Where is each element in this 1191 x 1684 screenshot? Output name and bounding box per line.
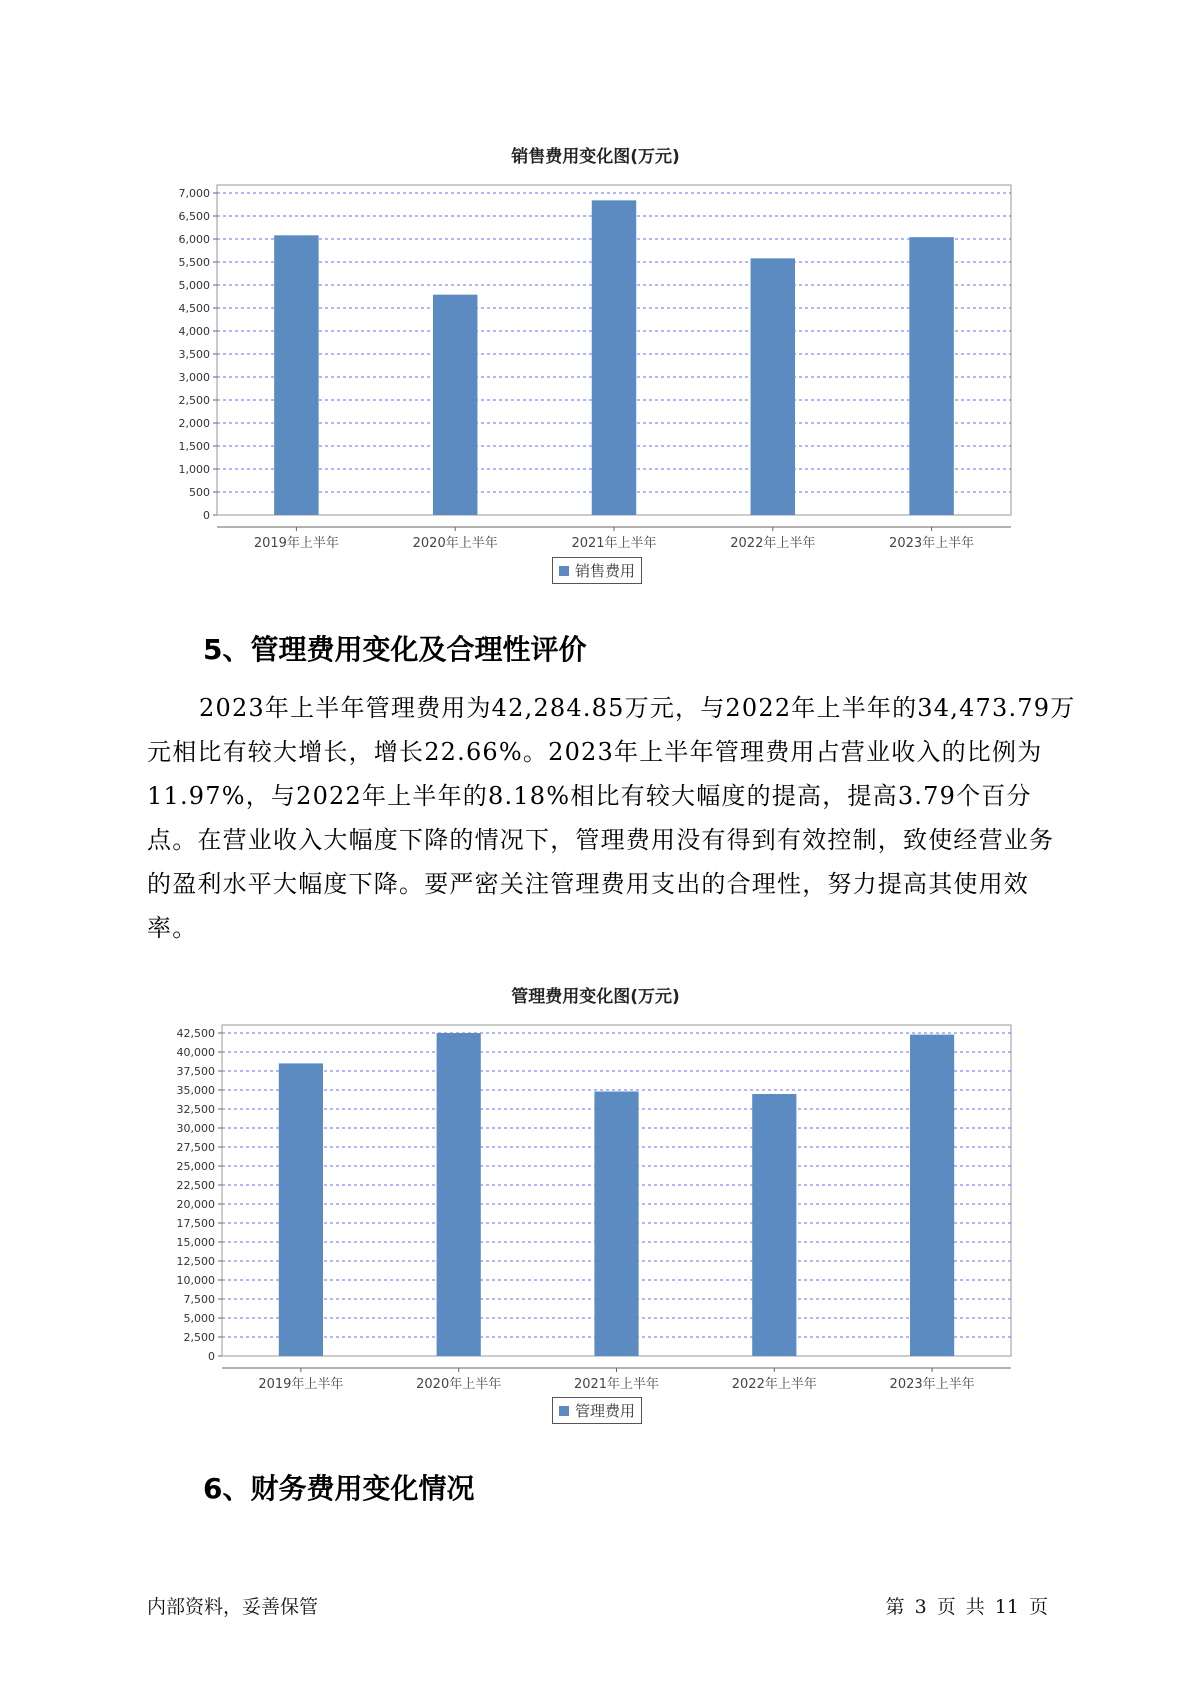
y-tick-label: 2,500 [178, 394, 210, 407]
chart2-legend-label: 管理费用 [575, 1402, 636, 1420]
y-tick-label: 5,000 [183, 1312, 215, 1325]
y-tick-label: 1,000 [178, 463, 210, 476]
x-tick-label: 2023年上半年 [889, 1377, 975, 1392]
footer-page-number: 第 3 页 共 11 页 [885, 1596, 1048, 1618]
chart2-title: 管理费用变化图(万元) [511, 987, 680, 1007]
section5-heading: 5、管理费用变化及合理性评价 [203, 633, 587, 666]
y-tick-label: 3,000 [178, 371, 210, 384]
y-tick-label: 40,000 [176, 1046, 215, 1059]
x-tick-label: 2022年上半年 [731, 1377, 817, 1392]
x-tick-label: 2021年上半年 [573, 1377, 660, 1392]
bar [594, 1092, 638, 1356]
y-tick-label: 32,500 [176, 1103, 215, 1116]
bar [752, 1094, 796, 1356]
y-tick-label: 25,000 [176, 1160, 215, 1173]
section6-heading: 6、财务费用变化情况 [203, 1472, 475, 1505]
y-tick-label: 5,500 [178, 256, 210, 269]
section5-paragraph: 2023年上半年管理费用为42,284.85万元，与2022年上半年的34,473.79万元相比有较大增长，增长22.66%。2023年上半年管理费用占营业收入的比例为11.97%，与2022年上半年的8.18%相比有较大幅度的提高，提高3.79个百分点。在营业收入大幅度下降的情况下，管理费用没有得到有效控制，致使经营业务的盈利水平大幅度下降。要严密关注管理费用支出的合理性，努力提高其使用效率。 [147, 694, 1076, 942]
chart1-legend-label: 销售费用 [575, 562, 636, 580]
y-tick-label: 37,500 [176, 1065, 215, 1078]
y-tick-label: 27,500 [176, 1141, 215, 1154]
bar [279, 1063, 323, 1356]
y-tick-label: 22,500 [176, 1179, 215, 1192]
y-tick-label: 500 [189, 486, 210, 499]
y-tick-label: 5,000 [178, 279, 210, 292]
y-tick-label: 42,500 [176, 1027, 215, 1040]
y-tick-label: 3,500 [178, 348, 210, 361]
x-tick-label: 2019年上半年 [253, 536, 339, 551]
chart1-title: 销售费用变化图(万元) [511, 147, 680, 167]
y-tick-label: 1,500 [178, 440, 210, 453]
x-tick-label: 2019年上半年 [258, 1377, 344, 1392]
y-tick-label: 6,500 [178, 210, 210, 223]
y-tick-label: 20,000 [176, 1198, 215, 1211]
y-tick-label: 10,000 [176, 1274, 215, 1287]
bar [437, 1033, 481, 1356]
x-tick-label: 2020年上半年 [416, 1377, 502, 1392]
legend-swatch [559, 1406, 569, 1416]
bar [910, 1035, 954, 1356]
y-tick-label: 0 [203, 509, 210, 522]
y-tick-label: 7,000 [178, 187, 210, 200]
y-tick-label: 7,500 [183, 1293, 215, 1306]
x-tick-label: 2022年上半年 [730, 536, 816, 551]
x-tick-label: 2021年上半年 [571, 536, 657, 551]
y-tick-label: 2,500 [183, 1331, 215, 1344]
y-tick-label: 30,000 [176, 1122, 215, 1135]
y-tick-label: 6,000 [178, 233, 210, 246]
footer-note: 内部资料，妥善保管 [147, 1596, 319, 1618]
x-tick-label: 2020年上半年 [412, 536, 498, 551]
y-tick-label: 15,000 [176, 1236, 215, 1249]
x-tick-label: 2023年上半年 [889, 536, 975, 551]
y-tick-label: 4,500 [178, 302, 210, 315]
chart2-legend [552, 1397, 642, 1424]
y-tick-label: 0 [208, 1350, 215, 1363]
y-tick-label: 17,500 [176, 1217, 215, 1230]
y-tick-label: 2,000 [178, 417, 210, 430]
y-tick-label: 35,000 [176, 1084, 215, 1097]
y-tick-label: 12,500 [176, 1255, 215, 1268]
y-tick-label: 4,000 [178, 325, 210, 338]
